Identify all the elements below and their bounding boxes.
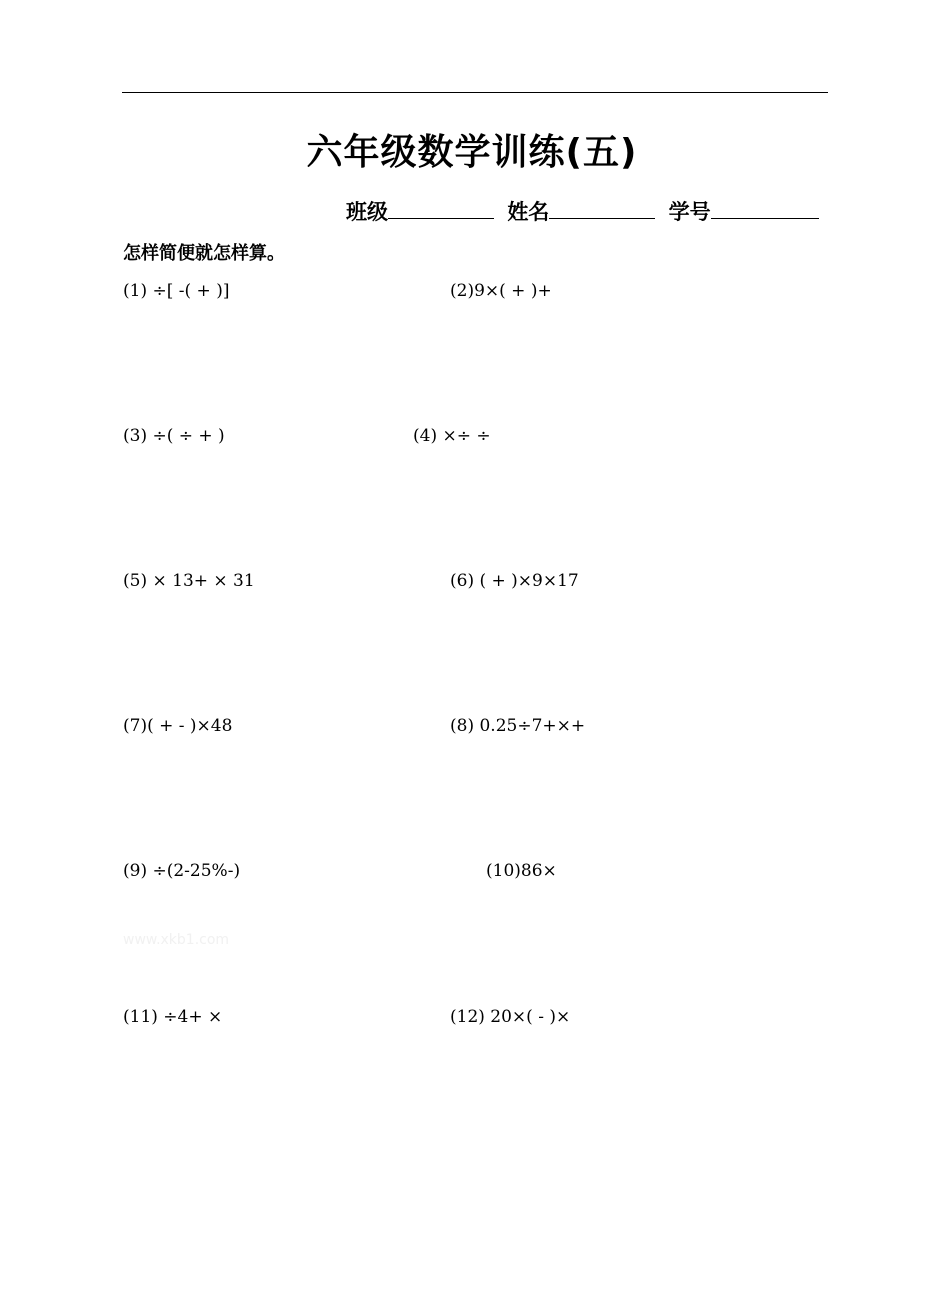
problem-4: (4) ×÷ ÷ (413, 426, 491, 446)
problem-11: (11) ÷4+ × (123, 1007, 223, 1027)
watermark-text: www.xkb1.com (123, 932, 230, 948)
problem-3: (3) ÷( ÷ + ) (123, 426, 225, 446)
name-blank[interactable] (549, 198, 655, 219)
header-rule (122, 92, 828, 93)
number-blank[interactable] (711, 198, 819, 219)
number-label: 学号 (668, 199, 711, 224)
problem-2: (2)9×( + )+ (450, 281, 552, 301)
worksheet-title: 六年级数学训练(五) (306, 132, 638, 173)
problem-1: (1) ÷[ -( + )] (123, 281, 230, 301)
problem-5: (5) × 13+ × 31 (123, 571, 255, 591)
class-blank[interactable] (388, 198, 494, 219)
class-label: 班级 (346, 199, 388, 224)
student-info-row (346, 198, 819, 226)
instruction-text: 怎样简便就怎样算。 (123, 243, 285, 264)
problem-6: (6) ( + )×9×17 (450, 571, 579, 591)
name-label: 姓名 (507, 199, 550, 224)
problem-9: (9) ÷(2-25%-) (123, 861, 241, 881)
problem-12: (12) 20×( - )× (450, 1007, 571, 1027)
problem-10: (10)86× (486, 861, 557, 881)
problem-7: (7)( + - )×48 (123, 716, 233, 736)
problem-8: (8) 0.25÷7+×+ (450, 716, 586, 736)
